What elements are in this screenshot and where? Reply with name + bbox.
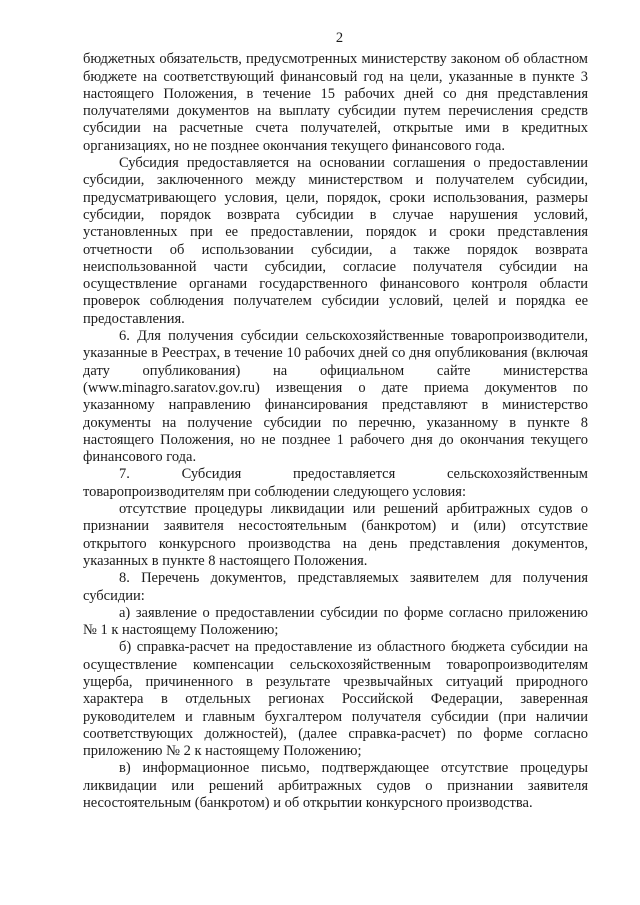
paragraph-item-8c: в) информационное письмо, подтверждающее отсутствие процедуры ликвидации или решений арбитражных судов о признании заявителя несостоятельным (банкротом) и об открытии конкурсного производства. (83, 760, 588, 812)
page-number: 2 (335, 30, 344, 46)
paragraph-item-8: 8. Перечень документов, представляемых заявителем для получения субсидии: (83, 570, 588, 604)
paragraph-item-8b: б) справка-расчет на предоставление из областного бюджета субсидии на осуществление компенсации сельскохозяйственным товаропроизводителям ущерба, причиненного в результате чрезвычайных ситуаций природного характера в отдельных регионах Российской Федерации, заверенная руководителем и главным бухгалтером получателя субсидии (при наличии соответствующих должностей), (далее справка-расчет) по форме согласно приложению № 2 к настоящему Положению; (83, 639, 588, 760)
paragraph-condition: отсутствие процедуры ликвидации или решений арбитражных судов о признании заявителя несостоятельным (банкротом) и (или) отсутствие открытого конкурсного производства на день представления документов, указанных в пункте 8 настоящего Положения. (83, 501, 588, 569)
paragraph-item-6: 6. Для получения субсидии сельскохозяйственные товаропроизводители, указанные в Реестрах, в течение 10 рабочих дней со дня опубликования (включая дату опубликования) на официальном сайте министерства (www.minagro.saratov.gov.ru) извещения о дате приема документов по указанному направлению финансирования представляют в министерство документы на получение субсидии по перечню, указанному в пункте 8 настоящего Положения, но не позднее 1 рабочего дня до окончания текущего финансового года. (83, 328, 588, 466)
paragraph-continuation: бюджетных обязательств, предусмотренных министерству законом об областном бюджете на соответствующий финансовый год на цели, указанные в пункте 3 настоящего Положения, в течение 15 рабочих дней со дня представления получателями документов на выплату субсидии путем перечисления средств субсидии на расчетные счета получателей, открытые ими в кредитных организациях, но не позднее окончания текущего финансового года. (83, 51, 588, 154)
paragraph-subsidy-agreement: Субсидия предоставляется на основании соглашения о предоставлении субсидии, заключенного между министерством и получателем субсидии, предусматривающего условия, цели, порядок, сроки использования, размеры субсидии, порядок возврата субсидии в случае нарушения условий, установленных при ее предоставлении, порядок и сроки представления отчетности об использовании субсидии, а также порядок возврата неиспользованной части субсидии, согласие получателя субсидии на осуществление органами государственного финансового контроля области проверок соблюдения получателем субсидии условий, целей и порядка ее предоставления. (83, 155, 588, 327)
paragraph-item-7: 7. Субсидия предоставляется сельскохозяйственным товаропроизводителям при соблюдении следующего условия: (83, 466, 588, 500)
paragraph-item-8a: а) заявление о предоставлении субсидии по форме согласно приложению № 1 к настоящему Положению; (83, 604, 588, 639)
